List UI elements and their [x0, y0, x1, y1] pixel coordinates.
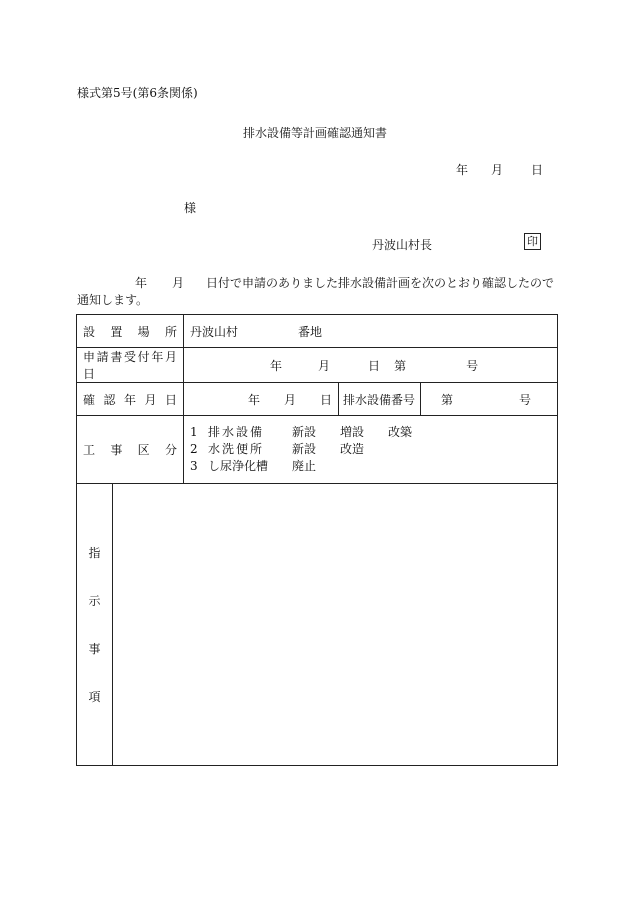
- label-location: 設置場所: [77, 315, 184, 348]
- facility-no-value: [421, 383, 558, 416]
- confirm-year: 年: [247, 392, 260, 407]
- document-title: 排水設備等計画確認通知書: [242, 126, 387, 140]
- option-choice: 改築: [388, 425, 413, 439]
- option-number: 2: [190, 442, 198, 456]
- facility-go: 号: [519, 392, 532, 407]
- option-number: 1: [190, 425, 198, 439]
- option-name: し尿浄化槽: [208, 459, 269, 473]
- work-option-3: [190, 458, 551, 475]
- intro-line-2: 通知します。: [77, 293, 149, 307]
- option-choice: 新設: [292, 425, 317, 439]
- confirm-date-value: [184, 383, 339, 416]
- receipt-dai: 第: [394, 358, 407, 373]
- location-banchi: 番地: [298, 324, 323, 339]
- addressee-suffix: 様: [184, 201, 197, 215]
- row-receipt-date: [77, 348, 558, 383]
- label-receipt-date: 申請書受付年月日: [77, 348, 184, 383]
- form-number: 様式第5号(第6条関係): [77, 86, 198, 100]
- receipt-month: 月: [318, 358, 331, 373]
- location-village: 丹波山村: [190, 324, 239, 339]
- instructions-char: 項: [88, 689, 101, 704]
- option-name: 排水設備: [208, 425, 265, 439]
- option-choice: 廃止: [292, 459, 317, 473]
- intro-year: 年: [135, 276, 148, 290]
- work-option-2: [190, 441, 551, 458]
- row-location: [77, 315, 558, 348]
- row-instructions: [77, 484, 558, 766]
- label-instructions: [77, 484, 113, 766]
- confirmation-table: [76, 314, 558, 766]
- intro-text: 日付で申請のありました排水設備計画を次のとおり確認したので: [206, 276, 555, 290]
- row-confirm-date: [77, 383, 558, 416]
- instructions-char: 示: [88, 593, 101, 608]
- label-confirm-date: 確認年月日: [77, 383, 184, 416]
- option-choice: 新設: [292, 442, 317, 456]
- option-name: 水洗便所: [208, 442, 265, 456]
- option-choice: 増設: [340, 425, 365, 439]
- date-year-label: 年: [456, 163, 469, 177]
- instructions-content: [113, 484, 558, 766]
- confirm-day: 日: [320, 392, 333, 407]
- row-work-type: [77, 416, 558, 484]
- receipt-date-value: [184, 348, 558, 383]
- date-month-label: 月: [491, 163, 504, 177]
- work-type-options: [184, 416, 558, 484]
- issuer-title: 丹波山村長: [372, 238, 433, 252]
- receipt-go: 号: [466, 358, 479, 373]
- label-work-type: 工事区分: [77, 416, 184, 484]
- facility-dai: 第: [441, 392, 454, 407]
- date-day-label: 日: [531, 163, 544, 177]
- location-value: [184, 315, 558, 348]
- option-number: 3: [190, 459, 198, 473]
- instructions-char: 指: [88, 545, 101, 560]
- receipt-day: 日: [368, 358, 381, 373]
- issue-date: [456, 161, 543, 178]
- instructions-char: 事: [88, 641, 101, 656]
- confirm-month: 月: [283, 392, 296, 407]
- option-choice: 改造: [340, 442, 365, 456]
- receipt-year: 年: [270, 358, 283, 373]
- seal-mark: 印: [524, 233, 541, 250]
- label-facility-no: 排水設備番号: [339, 383, 421, 416]
- intro-line-1: [77, 274, 554, 291]
- intro-month: 月: [172, 276, 185, 290]
- work-option-1: [190, 424, 551, 441]
